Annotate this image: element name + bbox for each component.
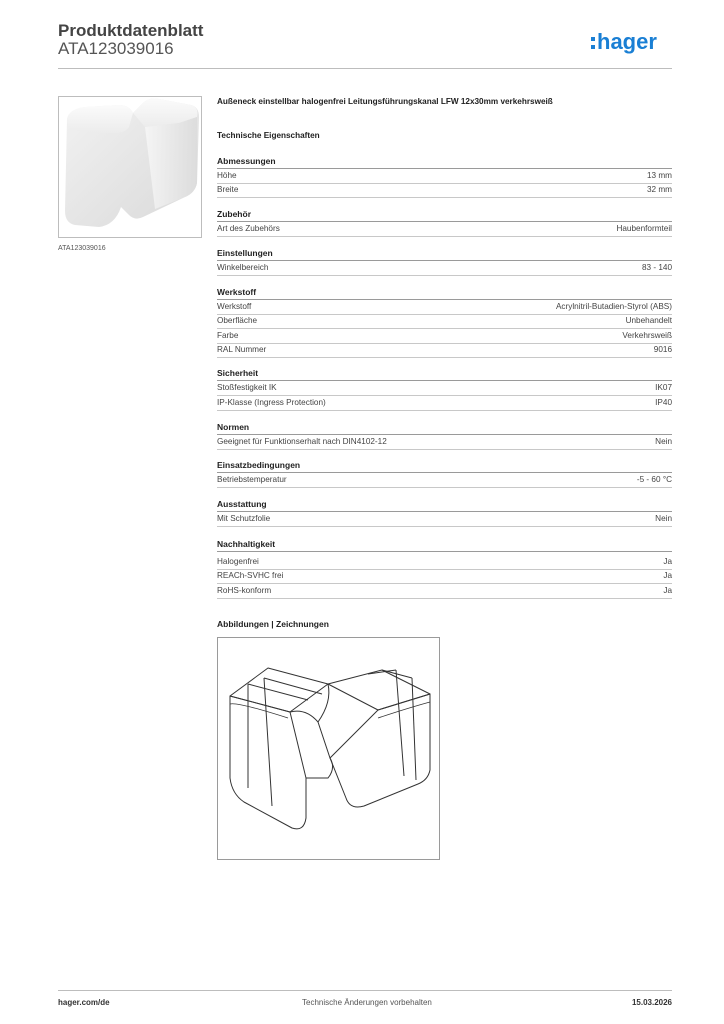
row-label: Art des Zubehörs <box>217 224 280 233</box>
table-row <box>217 222 672 237</box>
table-row <box>217 343 672 358</box>
row-label: Winkelbereich <box>217 263 269 272</box>
row-label: Betriebstemperatur <box>217 475 287 484</box>
table-row <box>217 314 672 329</box>
article-number: ATA123039016 <box>58 39 174 58</box>
footer-notice: Technische Änderungen vorbehalten <box>302 998 432 1007</box>
table-row <box>217 169 672 184</box>
table-row <box>217 183 672 198</box>
group-title: Nachhaltigkeit <box>217 537 672 552</box>
photo-caption: ATA123039016 <box>58 245 106 252</box>
table-row <box>217 435 672 450</box>
row-label: Geeignet für Funktionserhalt nach DIN4102-12 <box>217 437 387 446</box>
group-title: Ausstattung <box>217 497 672 512</box>
footer-divider <box>58 990 672 991</box>
page-title: Produktdatenblatt <box>58 21 204 40</box>
group-title: Zubehör <box>217 207 672 222</box>
row-value: Nein <box>655 437 672 446</box>
row-value: 32 mm <box>646 185 672 194</box>
row-label: Höhe <box>217 171 237 180</box>
row-value: IP40 <box>655 398 672 407</box>
row-value: Ja <box>663 557 672 566</box>
table-row <box>217 473 672 488</box>
footer-date: 15.03.2026 <box>631 998 672 1007</box>
group-title: Sicherheit <box>217 366 672 381</box>
row-label: Werkstoff <box>217 302 252 311</box>
table-row <box>217 555 672 570</box>
group-title: Werkstoff <box>217 285 672 300</box>
footer-website-link[interactable]: hager.com/de <box>58 998 110 1007</box>
row-label: IP-Klasse (Ingress Protection) <box>217 398 326 407</box>
table-row <box>217 261 672 276</box>
table-row <box>217 512 672 527</box>
technical-properties-title: Technische Eigenschaften <box>217 131 320 140</box>
table-row <box>217 396 672 411</box>
row-value: IK07 <box>655 383 672 392</box>
row-value: 9016 <box>653 345 672 354</box>
group-title: Einstellungen <box>217 246 672 261</box>
hager-logo <box>591 28 675 56</box>
product-description: Außeneck einstellbar halogenfrei Leitungsführungskanal LFW 12x30mm verkehrsweiß <box>217 97 553 106</box>
technical-drawing <box>217 637 440 860</box>
table-row <box>217 329 672 344</box>
row-value: Unbehandelt <box>625 316 672 325</box>
drawings-title: Abbildungen | Zeichnungen <box>217 619 329 629</box>
row-value: Acrylnitril-Butadien-Styrol (ABS) <box>555 302 672 311</box>
row-label: Farbe <box>217 331 239 340</box>
group-title: Abmessungen <box>217 154 672 169</box>
row-label: RAL Nummer <box>217 345 267 354</box>
product-photo <box>58 96 202 238</box>
row-value: Nein <box>655 514 672 523</box>
header-divider <box>58 68 672 69</box>
row-label: Halogenfrei <box>217 557 259 566</box>
table-row <box>217 584 672 599</box>
row-value: Ja <box>663 586 672 595</box>
row-value: Ja <box>663 571 672 580</box>
row-value: 83 - 140 <box>641 263 672 272</box>
table-row <box>217 569 672 584</box>
row-label: Breite <box>217 185 239 194</box>
group-title: Normen <box>217 420 672 435</box>
row-value: Haubenformteil <box>616 224 672 233</box>
logo-text: hager <box>597 29 657 54</box>
row-label: REACh-SVHC frei <box>217 571 284 580</box>
table-row <box>217 381 672 396</box>
row-label: Stoßfestigkeit IK <box>217 383 277 392</box>
row-value: -5 - 60 °C <box>636 475 672 484</box>
table-row <box>217 300 672 315</box>
row-label: Oberfläche <box>217 316 258 325</box>
group-title: Einsatzbedingungen <box>217 458 672 473</box>
row-label: RoHS-konform <box>217 586 272 595</box>
row-value: 13 mm <box>646 171 672 180</box>
row-value: Verkehrsweiß <box>622 331 672 340</box>
row-label: Mit Schutzfolie <box>217 514 271 523</box>
